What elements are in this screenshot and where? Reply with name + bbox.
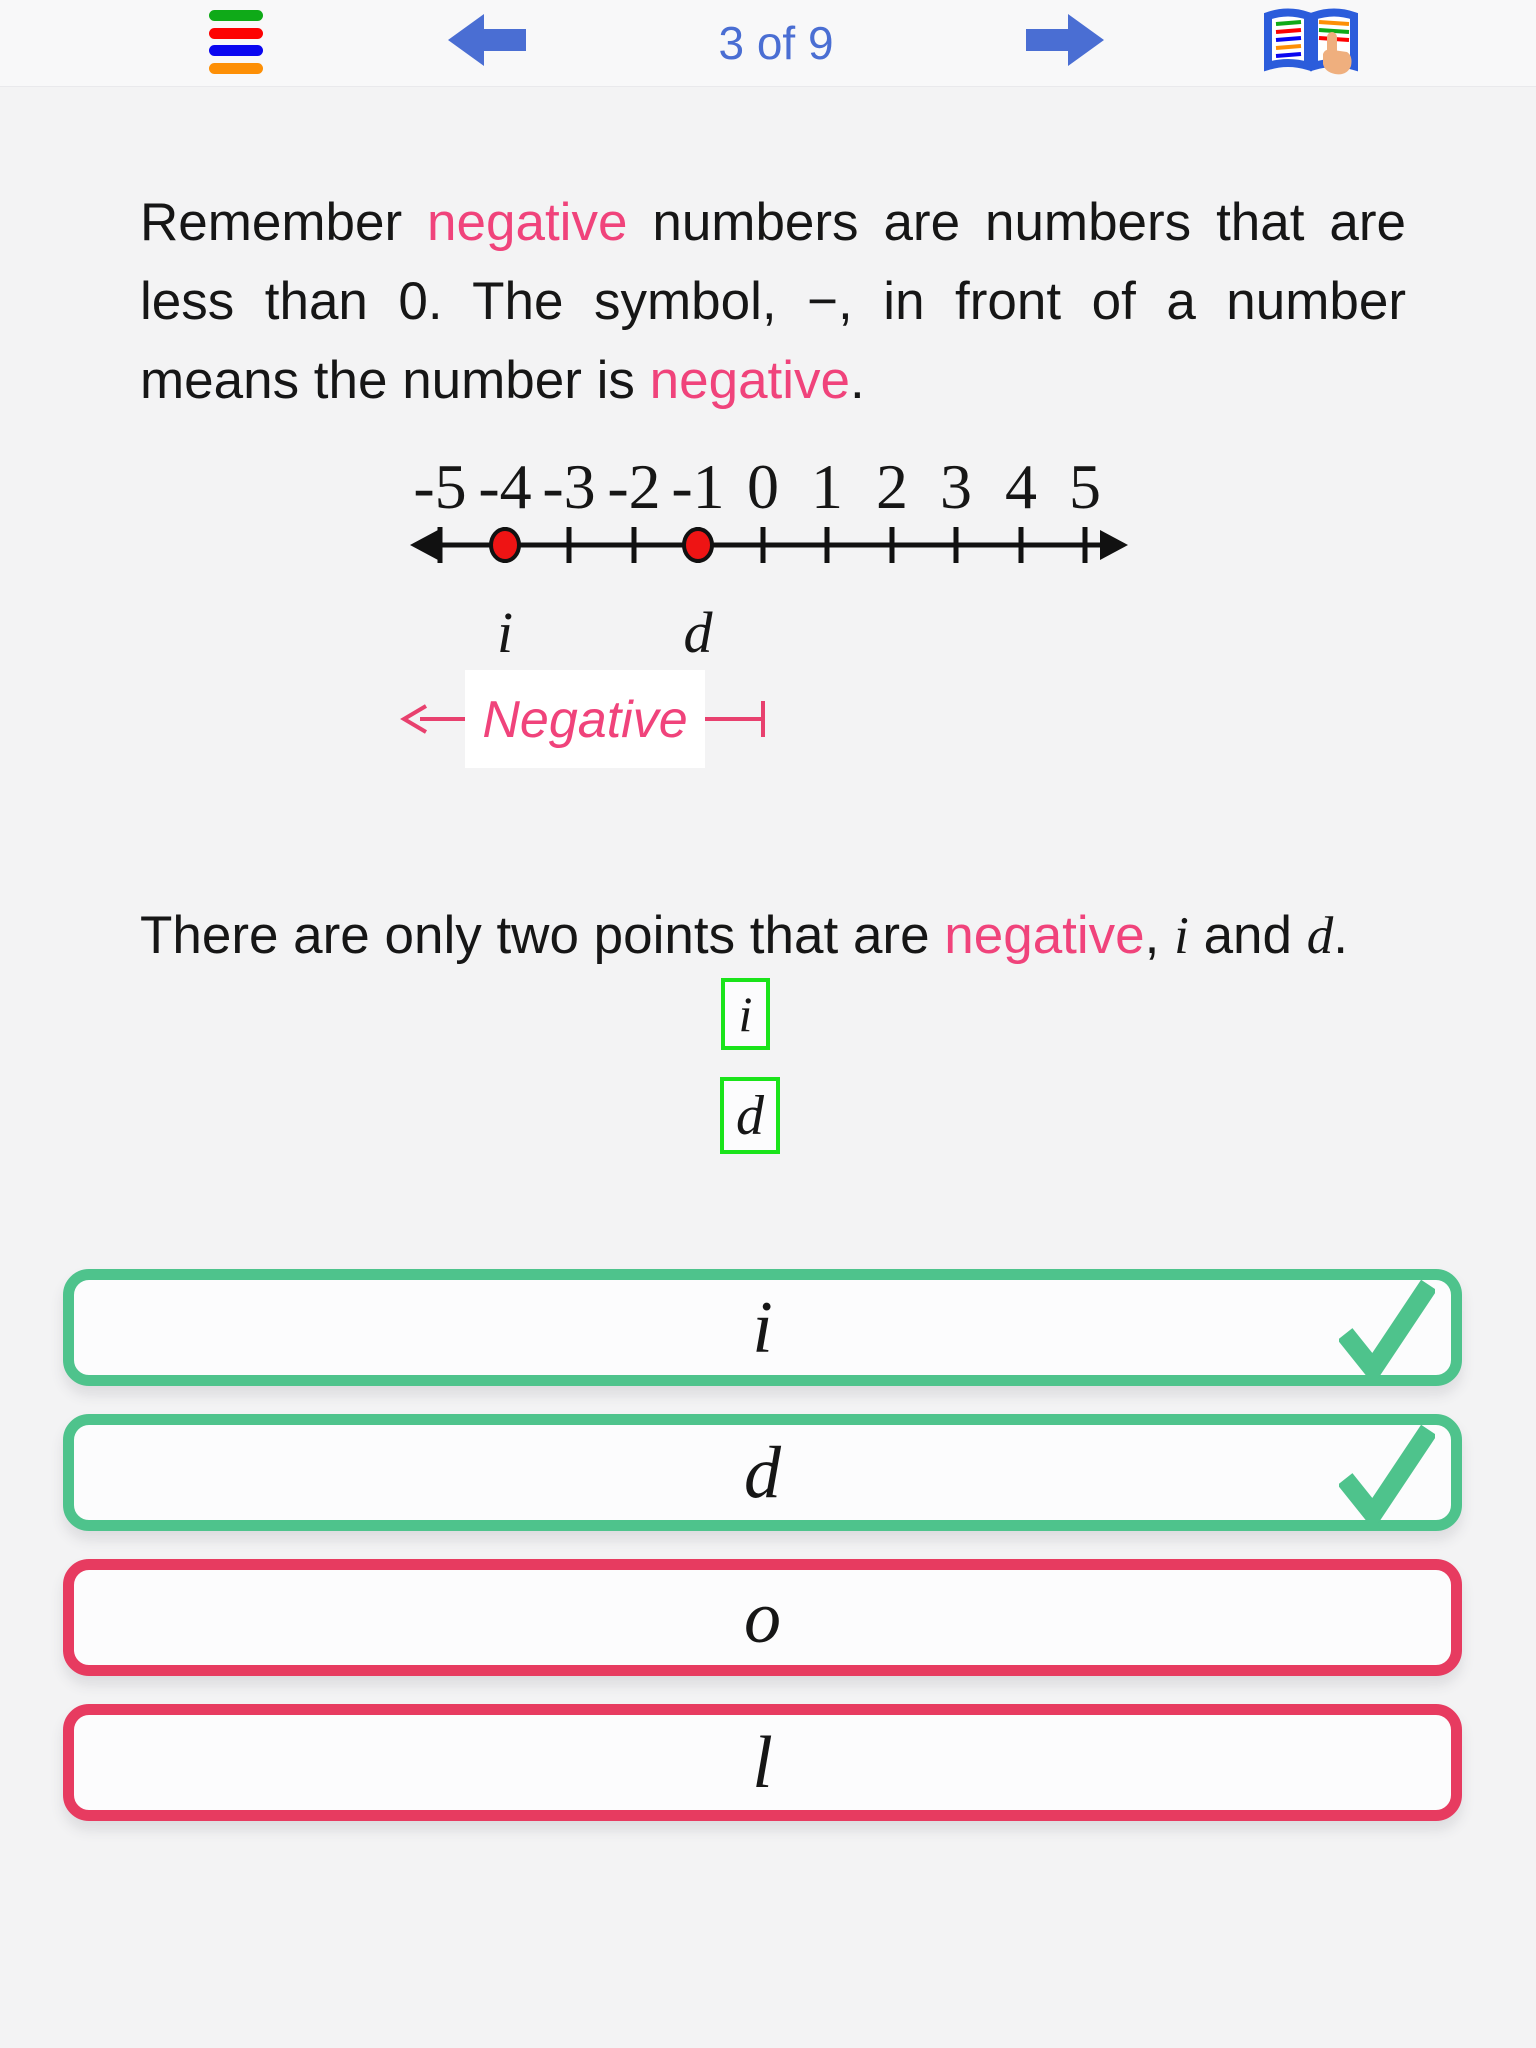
next-page-button[interactable] [1026, 14, 1104, 69]
checkmark-icon [1339, 1278, 1435, 1378]
selected-answer-letter: i [738, 986, 753, 1042]
svg-text:2: 2 [876, 451, 908, 522]
svg-text:5: 5 [1069, 451, 1101, 522]
answer-option-d[interactable] [63, 1414, 1462, 1531]
answer-letter: o [744, 1576, 781, 1659]
previous-page-button[interactable] [448, 14, 526, 69]
point-label-d: d [683, 600, 713, 665]
left-arrow-icon [448, 14, 526, 66]
lesson-paragraph: Remember negative numbers are numbers that are less than 0. The symbol, −, in front of a number means the number is negative. [140, 193, 1406, 410]
number-line-tick-labels [413, 451, 1101, 522]
point-label-i: i [496, 600, 514, 665]
menu-icon [209, 10, 263, 21]
svg-text:-4: -4 [478, 451, 532, 522]
variable-d: d [1306, 907, 1334, 965]
right-arrow-icon [1026, 14, 1104, 66]
axis-right-arrowhead [1100, 530, 1128, 560]
top-navigation-bar [0, 0, 1536, 87]
menu-button[interactable] [209, 10, 263, 74]
accent-word-negative: negative [427, 193, 628, 252]
svg-text:-3: -3 [542, 451, 596, 522]
svg-text:1: 1 [811, 451, 843, 522]
negative-region-label: Negative [482, 691, 688, 749]
accent-word-negative: negative [649, 351, 851, 410]
answer-option-l[interactable] [63, 1704, 1462, 1821]
answer-option-i[interactable] [63, 1269, 1462, 1386]
accent-word-negative: negative [944, 906, 1145, 965]
point-dot-i [491, 529, 519, 561]
svg-text:3: 3 [940, 451, 972, 522]
number-line-axis [428, 527, 1110, 563]
answer-letter: d [744, 1431, 781, 1514]
table-of-contents-button[interactable] [1263, 6, 1359, 79]
selected-answer-letter: d [736, 1084, 764, 1147]
answer-letter: i [752, 1286, 773, 1369]
svg-text:-5: -5 [413, 451, 467, 522]
svg-text:-1: -1 [671, 451, 725, 522]
open-book-icon [1263, 6, 1359, 76]
variable-i: i [1174, 907, 1189, 965]
answer-summary-text: There are only two points that are negative, i and d. [140, 906, 1348, 965]
page-indicator: 3 of 9 [718, 17, 834, 69]
answer-option-o[interactable] [63, 1559, 1462, 1676]
negative-region-annotation [404, 670, 763, 768]
svg-text:4: 4 [1005, 451, 1037, 522]
checkmark-icon [1339, 1423, 1435, 1523]
selected-answer-box-d[interactable] [720, 1077, 780, 1154]
svg-text:-2: -2 [607, 451, 661, 522]
axis-left-arrowhead [410, 530, 438, 560]
point-dot-d [684, 529, 712, 561]
number-line-figure [380, 430, 1170, 790]
answer-letter: l [752, 1721, 773, 1804]
selected-answer-box-i[interactable] [721, 978, 770, 1050]
svg-text:0: 0 [747, 451, 779, 522]
